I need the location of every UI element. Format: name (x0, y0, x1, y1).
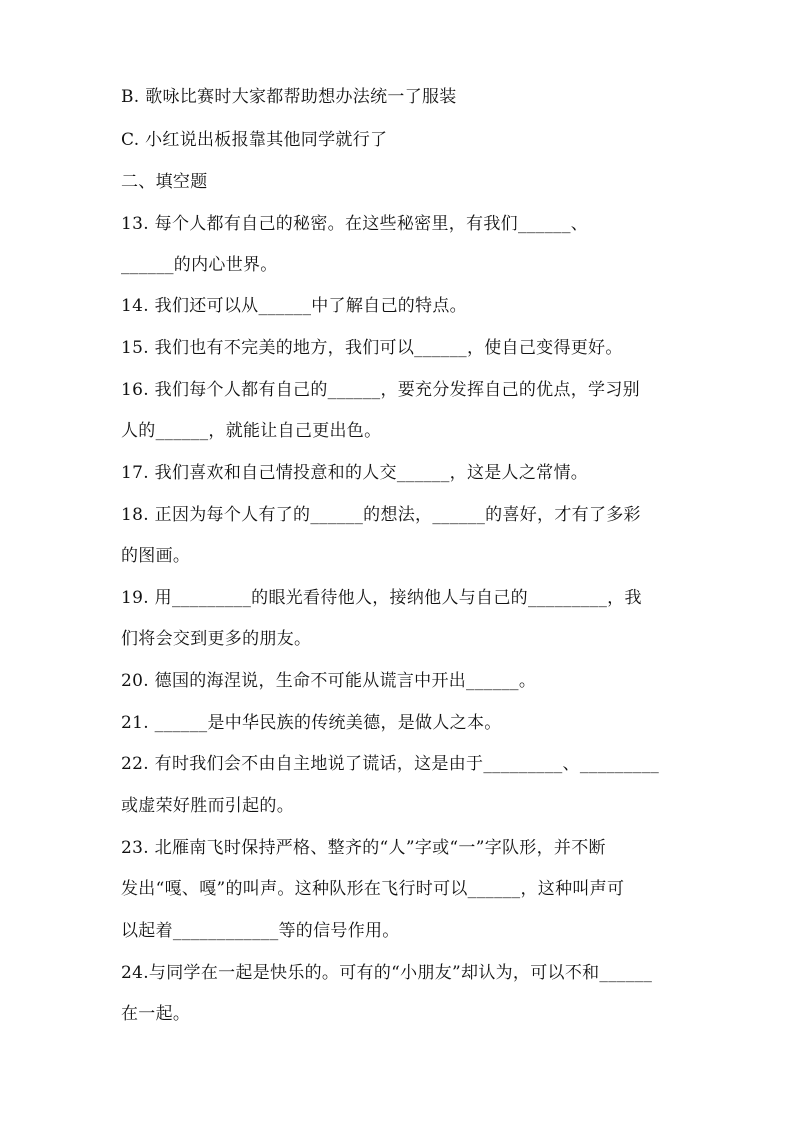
question-18-line-2: 的图画。 (121, 546, 191, 566)
question-19-line-2: 们将会交到更多的朋友。 (121, 629, 312, 649)
question-22-line-1: 22. 有时我们会不由自主地说了谎话，这是由于_________、_________ (121, 754, 660, 774)
question-22-line-2: 或虚荣好胜而引起的。 (121, 796, 294, 816)
question-16-line-2: 人的______，就能让自己更出色。 (121, 421, 382, 441)
question-18-line-1: 18. 正因为每个人有了的______的想法，______的喜好，才有了多彩 (121, 505, 641, 525)
question-16-line-1: 16. 我们每个人都有自己的______，要充分发挥自己的优点，学习别 (121, 380, 640, 400)
question-23-line-3: 以起着____________等的信号作用。 (121, 921, 400, 941)
question-21: 21. ______是中华民族的传统美德，是做人之本。 (121, 713, 502, 733)
section-heading: 二、填空题 (121, 172, 208, 192)
question-20: 20. 德国的海涅说，生命不可能从谎言中开出______。 (121, 671, 537, 691)
question-24-line-1: 24.与同学在一起是快乐的。可有的“小朋友”却认为，可以不和______ (121, 963, 653, 983)
question-13-line-2: ______的内心世界。 (121, 255, 278, 275)
option-c-text: C. 小红说出板报靠其他同学就行了 (121, 130, 388, 150)
question-19-line-1: 19. 用_________的眼光看待他人，接纳他人与自己的_________，我 (121, 588, 642, 608)
question-15: 15. 我们也有不完美的地方，我们可以______，使自己变得更好。 (121, 338, 623, 358)
question-14: 14. 我们还可以从______中了解自己的特点。 (121, 296, 467, 316)
question-17: 17. 我们喜欢和自己情投意和的人交______，这是人之常情。 (121, 463, 589, 483)
question-13-line-1: 13. 每个人都有自己的秘密。在这些秘密里，有我们______、 (121, 214, 589, 234)
question-23-line-2: 发出“嘎、嘎”的叫声。这种队形在飞行时可以______，这种叫声可 (121, 879, 625, 899)
option-b-text: B. 歌咏比赛时大家都帮助想办法统一了服装 (121, 87, 457, 107)
question-23-line-1: 23. 北雁南飞时保持严格、整齐的“人”字或“一”字队形，并不断 (121, 838, 606, 858)
question-24-line-2: 在一起。 (121, 1004, 191, 1024)
